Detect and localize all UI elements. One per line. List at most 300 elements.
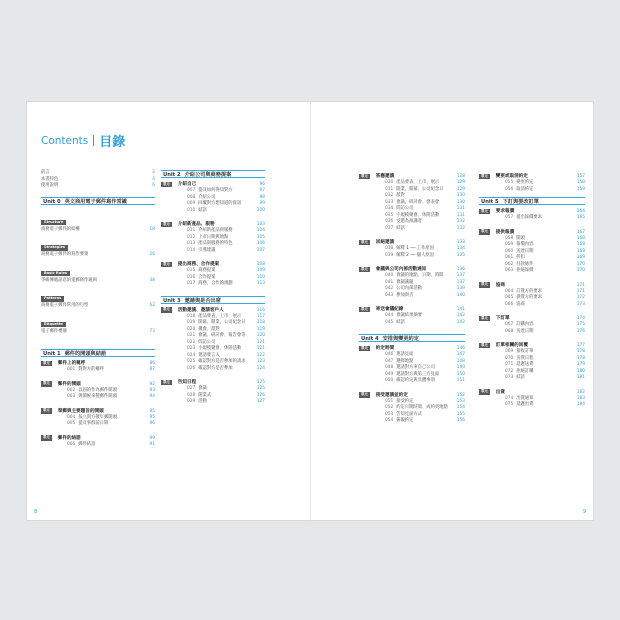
unit-code: Unit 0 [43, 198, 61, 205]
topic-tag: Strategies [41, 245, 68, 251]
section-heading [359, 239, 465, 246]
page-number: 6 [152, 183, 155, 188]
section-pill: 單元 [361, 306, 368, 311]
unit-code: Unit 3 [163, 297, 181, 304]
page-number: 171 [576, 288, 585, 294]
item-code: 058 [505, 235, 514, 241]
section-heading [479, 229, 585, 236]
page-number: 121 [256, 346, 265, 351]
item-label: 小規模聚會、休閒活動 [198, 346, 242, 351]
page-number: 121 [256, 339, 265, 345]
spacer [359, 299, 465, 303]
page-number: 4 [152, 176, 155, 182]
page-number: 149 [456, 365, 465, 370]
item-label: 約定日期時間、成約更地點 [396, 405, 448, 410]
page-number: 62 [149, 303, 155, 308]
item-label: 介紹新產品與服務 [198, 228, 233, 233]
item-label: 介紹公司 [198, 194, 216, 200]
item-label: 結語 [516, 375, 525, 380]
item-code: 041 [385, 279, 394, 285]
page-number: 184 [576, 402, 585, 407]
item-label: 邀請對方來自己公司 [396, 365, 435, 370]
item-label: 對對方的稱呼 [78, 367, 104, 372]
section-title: 要求報價 [495, 209, 515, 214]
spacer [479, 308, 585, 312]
item-code: 014 [187, 247, 196, 253]
spacer [41, 342, 155, 349]
item-code: 066 [505, 301, 514, 307]
page-number: 168 [576, 235, 585, 241]
spacer [41, 335, 155, 342]
section-title: 提出商務、合作提案 [177, 262, 220, 267]
page-number: 2 [152, 170, 155, 175]
page-number: 175 [576, 322, 585, 327]
item-code: 026 [187, 365, 196, 371]
item-code: 008 [187, 194, 196, 200]
section-page: 103 [256, 222, 265, 227]
spacer [479, 335, 585, 339]
page-number: 107 [256, 247, 265, 253]
item-code: 006 [67, 441, 76, 447]
item-code: 001 [67, 367, 76, 372]
page-number: 168 [576, 242, 585, 247]
section-heading [479, 389, 585, 396]
toc-item [479, 402, 585, 409]
page-number: 99 [259, 201, 265, 206]
item-label: 協商 [516, 301, 525, 307]
page-number: 18 [149, 226, 155, 232]
item-label: 產品與服務的特色 [198, 241, 233, 246]
item-label: 拒絕報價 [516, 268, 534, 273]
section-pill: 單元 [481, 173, 488, 178]
section-page: 177 [576, 343, 585, 348]
toc-item [479, 302, 585, 309]
item-code: 073 [505, 375, 514, 380]
unit-code: Unit 5 [481, 199, 499, 205]
item-label: 結語 [198, 207, 207, 213]
item-label: 問訪公司 [198, 339, 216, 345]
item-code: 011 [187, 228, 196, 233]
page-number: 137 [456, 279, 465, 285]
page-number: 183 [576, 395, 585, 401]
toc-item [479, 375, 585, 382]
spacer [41, 401, 155, 405]
item-code: 015 [187, 268, 196, 273]
unit-heading [161, 296, 265, 304]
item-code: 004 [67, 414, 76, 420]
section-heading [161, 307, 265, 314]
item-label: 接收訂單 [516, 349, 534, 354]
page-number: 109 [256, 268, 265, 273]
item-code: 002 [67, 387, 76, 393]
page-number: 139 [456, 286, 465, 291]
toc-item [161, 399, 265, 406]
item-code: 033 [385, 199, 394, 205]
page-number: 93 [149, 387, 155, 393]
toc-column-3 [359, 170, 465, 429]
item-label: 付款條件 [516, 261, 534, 267]
item-code: 054 [385, 418, 394, 423]
toc-item [161, 248, 265, 255]
section-pill: 單元 [163, 379, 170, 384]
section-heading [161, 261, 265, 268]
unit-heading [41, 349, 155, 357]
section-pill: 單元 [481, 282, 488, 287]
item-code: 024 [187, 352, 196, 358]
page-number: 130 [456, 193, 465, 198]
page-number: 94 [149, 394, 155, 399]
page-number: 178 [576, 355, 585, 361]
item-label: 延遲送貨 [516, 362, 534, 367]
page-number: 132 [456, 219, 465, 224]
item-label: 會議、研討會、報告會等 [198, 333, 246, 338]
section-page: 92 [149, 381, 155, 387]
unit-heading [359, 334, 465, 342]
toc-item [359, 320, 465, 327]
toc-column-4 [479, 170, 585, 413]
section-heading [479, 173, 585, 180]
item-label: 產品發表、上市、展示 [198, 313, 242, 319]
section-page: 157 [576, 174, 585, 179]
item-label: 簽親約定 [396, 418, 414, 423]
title-en: Contents [41, 134, 89, 147]
section-pill: 單元 [163, 181, 170, 186]
spacer [359, 232, 465, 236]
item-code: 044 [385, 313, 394, 318]
section-title: 介紹自己 [177, 182, 197, 187]
section-heading [479, 315, 585, 322]
spacer [41, 428, 155, 432]
page-number: 137 [456, 273, 465, 278]
item-code: 030 [385, 180, 394, 185]
spacer [359, 259, 465, 263]
item-code: 012 [187, 234, 196, 240]
item-label: 送貨日程 [516, 355, 534, 361]
toc-item [41, 367, 155, 374]
page-number: 124 [256, 365, 265, 371]
unit-code: Unit 2 [163, 172, 181, 178]
page-number-left: 8 [34, 509, 38, 515]
page-number: 173 [576, 301, 585, 307]
item-label: 開幕、開業、公司紀念日 [198, 320, 246, 325]
page-number: 154 [456, 405, 465, 410]
section-title: 下訂單 [495, 316, 510, 321]
page-number: 129 [456, 180, 465, 185]
item-label: 會議議題 [396, 279, 414, 285]
spacer [479, 222, 585, 226]
section-page: 116 [256, 307, 265, 313]
item-code: 017 [187, 281, 196, 286]
item-code: 046 [385, 352, 394, 357]
item-label: 前言 [41, 170, 50, 175]
spacer [359, 385, 465, 389]
item-label: 出貨通知 [516, 395, 534, 401]
page-number: 165 [576, 215, 585, 220]
section-pill: 單元 [43, 408, 50, 413]
item-code: 075 [505, 402, 514, 407]
toc-item [359, 253, 465, 260]
item-code: 028 [187, 392, 196, 398]
topic-tag: Structure [41, 220, 66, 226]
section-pill: 單元 [361, 239, 368, 244]
item-code: 048 [385, 365, 394, 370]
section-title: 郵件上的稱呼 [57, 361, 86, 366]
item-code: 071 [505, 362, 514, 367]
topic-tag: Basic Rules [41, 271, 70, 277]
section-page: 164 [576, 209, 585, 214]
item-code: 031 [385, 186, 394, 192]
item-label: 邀請對方與第三方見面 [396, 371, 440, 377]
topic-tag: Patterns [41, 296, 64, 302]
item-code: 050 [385, 378, 394, 383]
item-code: 025 [187, 359, 196, 364]
item-code: 053 [385, 411, 394, 417]
item-label: 解釋 2 ── 個人原因 [396, 252, 434, 258]
section-page: 125 [256, 380, 265, 385]
item-label: 告知見面方式 [396, 411, 422, 417]
spacer [41, 190, 155, 197]
item-code: 013 [187, 241, 196, 246]
section-heading [479, 342, 585, 349]
toc-item [161, 281, 265, 288]
unit-code: Unit 1 [43, 351, 61, 357]
section-title: 約定時間 [375, 346, 395, 351]
item-code: 062 [505, 261, 514, 267]
page-number: 142 [456, 313, 465, 318]
toc-item [161, 208, 265, 215]
item-code: 032 [385, 193, 394, 198]
section-title: 變更或取消約定 [495, 174, 528, 179]
item-code: 039 [385, 252, 394, 258]
item-code: 029 [187, 399, 196, 404]
unit-title: 介紹公司與商務提案 [184, 172, 232, 178]
page-number: 38 [149, 277, 155, 283]
item-code: 064 [505, 288, 514, 294]
page-number: 100 [256, 207, 265, 213]
item-label: 合作提案 [198, 274, 216, 280]
section-title: 郵件的結語 [57, 435, 81, 441]
page-number: 130 [456, 199, 465, 205]
section-title: 訂單相關的回覆 [495, 343, 528, 348]
page-number: 151 [456, 378, 465, 383]
page-number: 129 [456, 186, 465, 192]
section-heading [161, 379, 265, 386]
section-title: 會議與公司內部活動通知 [375, 267, 427, 272]
item-code: 060 [505, 248, 514, 254]
spacer [359, 425, 465, 429]
unit-title: 下訂與要改訂單 [502, 199, 539, 205]
page-number: 150 [456, 371, 465, 377]
section-heading [359, 345, 465, 352]
item-code: 021 [187, 333, 196, 338]
page-number: 134 [456, 246, 465, 251]
section-heading [41, 381, 155, 388]
item-label: 確認對方是否參加的請求 [198, 359, 246, 364]
page-number: 127 [256, 399, 265, 404]
spacer [479, 409, 585, 413]
item-label: 確認約定與具體事項 [396, 378, 435, 383]
unit-heading [161, 170, 265, 178]
item-label: 提及如何得知對方 [198, 188, 233, 193]
item-label: 折扣 [516, 255, 525, 260]
item-label: 受邀為演講者 [396, 219, 422, 224]
toc-item [479, 215, 585, 222]
title-divider [93, 135, 94, 146]
item-code: 022 [187, 339, 196, 345]
section-pill: 單元 [361, 266, 368, 271]
item-code: 061 [505, 255, 514, 260]
item-label: 以固的作為郵件開頭 [78, 387, 117, 393]
item-label: 邀請發言人 [198, 352, 220, 358]
page-number: 140 [456, 292, 465, 298]
section-pill: 單元 [481, 208, 488, 213]
section-page: 146 [456, 346, 465, 351]
section-page: 152 [456, 392, 465, 398]
item-code: 038 [385, 246, 394, 251]
item-label: 與開候來製郵件開頭 [78, 394, 117, 399]
page-number: 147 [456, 352, 465, 357]
section-title: 提供報價 [495, 229, 515, 235]
item-code: 069 [505, 349, 514, 354]
page-number: 106 [256, 241, 265, 246]
section-pill: 單元 [43, 360, 50, 365]
section-heading [41, 408, 155, 415]
book-gutter [310, 102, 311, 522]
section-pill: 單元 [361, 173, 368, 178]
toc-entry [41, 227, 155, 234]
toc-item [359, 378, 465, 385]
toc-entry [41, 183, 155, 190]
section-page: 128 [456, 174, 465, 179]
section-pill: 單元 [481, 389, 488, 394]
toc-item [479, 329, 585, 336]
section-pill: 單元 [481, 229, 488, 234]
item-label: 變更約定 [516, 180, 534, 185]
page-number: 118 [256, 320, 265, 325]
item-code: 023 [187, 346, 196, 351]
item-code: 003 [67, 394, 76, 399]
item-label: 爭確傳遞訊息的電郵寫作通則 [41, 277, 97, 283]
item-code: 042 [385, 286, 394, 291]
item-label: 取消約定 [516, 186, 534, 192]
toc-item [41, 421, 155, 428]
item-code: 065 [505, 295, 514, 300]
page-number: 158 [576, 180, 585, 185]
toc-item [41, 394, 155, 401]
section-page: 174 [576, 316, 585, 321]
toc-item [359, 226, 465, 233]
page-number: 169 [576, 248, 585, 254]
item-label: 按立與方敬年郵開頭 [78, 414, 117, 420]
item-code: 047 [385, 358, 394, 364]
section-page: 96 [259, 182, 265, 187]
section-pill: 單元 [481, 342, 488, 347]
section-title: 寄送會議紀錄 [375, 307, 404, 312]
item-label: 商務、合作的規劃 [198, 281, 233, 286]
item-label: 延遲出貨 [516, 402, 534, 407]
topic-tag: Etiquette [41, 322, 66, 328]
item-label: 拒絕訂購 [516, 368, 534, 374]
section-heading [479, 282, 585, 289]
toc-item [479, 268, 585, 275]
page-number: 73 [149, 328, 155, 334]
section-heading [479, 208, 585, 215]
item-code: 018 [187, 313, 196, 319]
item-code: 068 [505, 328, 514, 334]
item-label: 會議的地點、日期、時間 [396, 273, 444, 278]
unit-title: 安排與變更約定 [382, 336, 419, 342]
section-heading [41, 435, 155, 442]
page-number: 126 [256, 392, 265, 398]
item-label: 電子郵件禮儀 [41, 328, 67, 334]
unit-heading [479, 197, 585, 205]
toc-item [161, 366, 265, 373]
section-title: 奉郵與主要題旨的開頭 [57, 408, 104, 414]
section-title: 出貨 [495, 389, 505, 395]
section-title: 告知日程 [177, 380, 197, 385]
item-code: 055 [505, 180, 514, 185]
item-label: 送達日期 [516, 328, 534, 334]
item-code: 007 [187, 188, 196, 193]
section-page: 167 [576, 229, 585, 235]
item-code: 005 [67, 421, 76, 426]
page-number: 181 [576, 375, 585, 380]
toc-entry [41, 252, 155, 259]
unit-title: 郵件的開頭與結語 [64, 351, 107, 357]
section-pill: 單元 [163, 221, 170, 226]
page-number: 87 [149, 367, 155, 372]
item-code: 052 [385, 405, 394, 410]
item-label: 會議結果摘要 [396, 313, 422, 318]
item-label: 會議、研討會、發表會 [396, 199, 440, 205]
toc-item [41, 442, 155, 449]
page-number: 122 [256, 352, 265, 358]
page-number: 170 [576, 261, 585, 267]
section-page: 95 [149, 408, 155, 414]
item-label: 結語 [396, 319, 405, 325]
toc-column-2 [161, 170, 265, 410]
page-number: 169 [576, 255, 585, 260]
section-pill: 單元 [163, 261, 170, 266]
item-code: 040 [385, 273, 394, 278]
item-label: 參加與否 [396, 292, 414, 298]
title-zh: 目錄 [99, 135, 126, 150]
item-code: 056 [505, 186, 514, 192]
section-page: 182 [576, 389, 585, 395]
item-label: 商務電子郵件的結構 [41, 226, 80, 232]
section-pill: 單元 [163, 307, 170, 312]
item-label: 商務電子郵件常用的句型 [41, 303, 89, 308]
item-code: 010 [187, 207, 196, 213]
item-label: 訂貨方的要求 [516, 288, 542, 294]
page-number: 26 [149, 252, 155, 257]
section-title: 協商 [495, 282, 505, 288]
item-label: 產品發表、上市、展示 [396, 180, 440, 185]
contents-title [41, 131, 125, 150]
item-code: 043 [385, 292, 394, 298]
spacer [479, 382, 585, 386]
toc-item [479, 187, 585, 194]
page-number: 131 [456, 206, 465, 211]
section-heading [359, 392, 465, 399]
toc-column-1 [41, 170, 155, 452]
section-pill: 單元 [361, 392, 368, 397]
toc-entry [41, 329, 155, 336]
page-number: 97 [259, 188, 265, 193]
section-heading [41, 360, 155, 367]
unit-heading [41, 197, 155, 205]
spacer [41, 374, 155, 378]
